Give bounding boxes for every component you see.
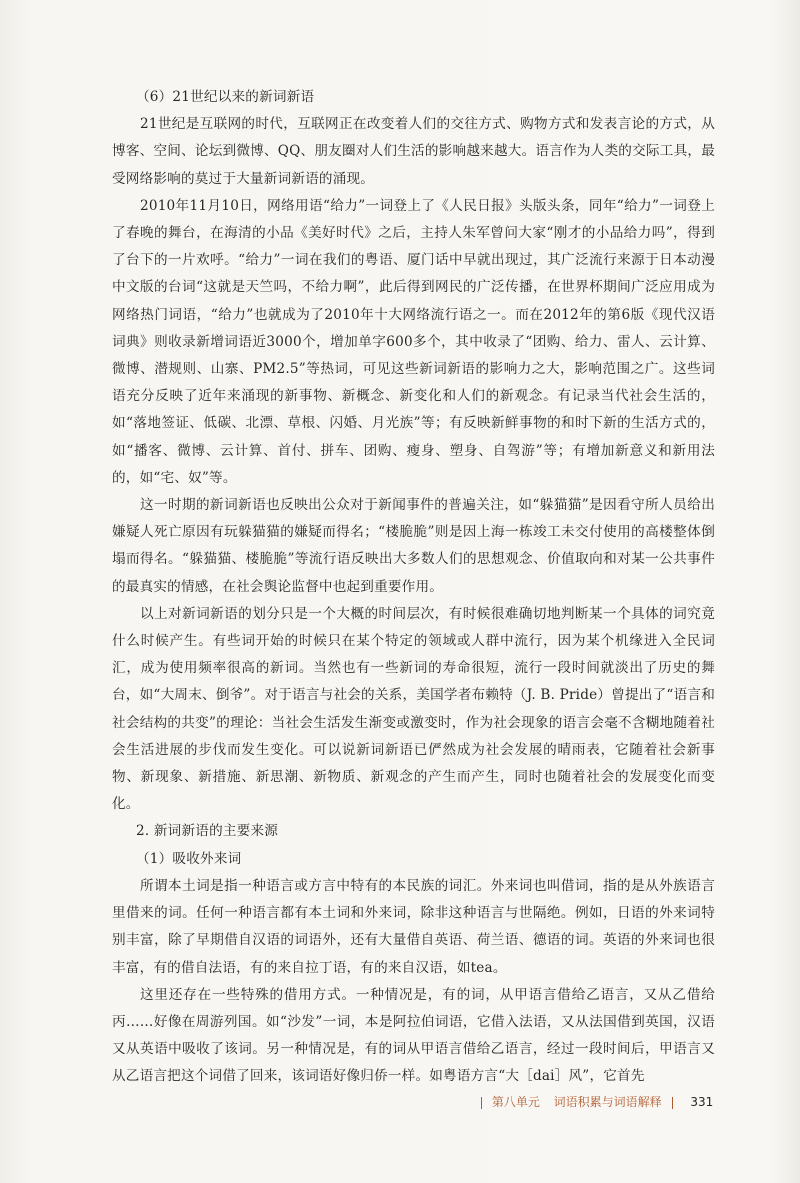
- footer-title: 词语积累与词语解释: [553, 1095, 662, 1109]
- subsection-heading-1: （1）吸收外来词: [136, 850, 242, 867]
- paragraph: 21世纪是互联网的时代，互联网正在改变着人们的交往方式、购物方式和发表言论的方式，从博客、空间、论坛到微博、QQ、朋友圈对人们生活的影响越来越大。语言作为人类的交际工具，最受网络影响的莫过于大量新词新语的涌现。: [112, 116, 715, 187]
- page-footer: [475, 1093, 715, 1113]
- paragraph: 2010年11月10日，网络用语“给力”一词登上了《人民日报》头版头条，同年“给力”一词登上了春晚的舞台，在海清的小品《美好时代》之后，主持人朱军曾问大家“刚才的小品给力吗”，得到了台下的一片欢呼。“给力”一词在我们的粤语、厦门话中早就出现过，其广泛流行来源于日本动漫中文版的台词“这就是天竺吗，不给力啊”，此后得到网民的广泛传播，在世界杯期间广泛应用成为网络热门词语，“给力”也就成为了2010年十大网络流行语之一。而在2012年的第6版《现代汉语词典》则收录新增词语近3000个，增加单字600多个，其中收录了“团购、给力、雷人、云计算、微博、潜规则、山寨、PM2.5”等热词，可见这些新词新语的影响力之大，影响范围之广。这些词语充分反映了近年来涌现的新事物、新概念、新变化和人们的新观念。有记录当代社会生活的，如“落地签证、低碳、北漂、草根、闪婚、月光族”等；有反映新鲜事物的和时下新的生活方式的，如“播客、微博、云计算、首付、拼车、团购、瘦身、塑身、自驾游”等；有增加新意义和新用法的，如“宅、奴”等。: [112, 197, 715, 486]
- divider: [481, 1097, 482, 1109]
- body-text: [112, 84, 715, 1091]
- page-number: 331: [690, 1095, 714, 1109]
- footer-unit: 第八单元: [491, 1095, 540, 1109]
- section-heading-2: 2. 新词新语的主要来源: [136, 823, 279, 840]
- paragraph: 这里还存在一些特殊的借用方式。一种情况是，有的词，从甲语言借给乙语言，又从乙借给丙……好像在周游列国。如“沙发”一词，本是阿拉伯词语，它借入法语，又从法国借到英国，汉语又从英语中吸收了该词。另一种情况是，有的词从甲语言借给乙语言，经过一段时间后，甲语言又从乙语言把这个词借了回来，该词语好像归侨一样。如粤语方言“大［dai］风”，它首先: [112, 986, 715, 1085]
- paragraph: 以上对新词新语的划分只是一个大概的时间层次，有时候很难确切地判断某一个具体的词究竟什么时候产生。有些词开始的时候只在某个特定的领域或人群中流行，因为某个机缘进入全民词汇，成为使用频率很高的新词。当然也有一些新词的寿命很短，流行一段时间就淡出了历史的舞台，如“大周末、倒爷”。对于语言与社会的关系，美国学者布赖特（J. B. Pride）曾提出了“语言和社会结构的共变”的理论：当社会生活发生渐变或激变时，作为社会现象的语言会毫不含糊地随着社会生活进展的步伐而发生变化。可以说新词新语已俨然成为社会发展的晴雨表，它随着社会新事物、新现象、新措施、新思潮、新物质、新观念的产生而产生，同时也随着社会的发展变化而变化。: [112, 605, 715, 813]
- divider: [672, 1097, 673, 1109]
- paragraph: 这一时期的新词新语也反映出公众对于新闻事件的普遍关注，如“躲猫猫”是因看守所人员给出嫌疑人死亡原因有玩躲猫猫的嫌疑而得名；“楼脆脆”则是因上海一栋竣工未交付使用的高楼整体倒塌而得名。“躲猫猫、楼脆脆”等流行语反映出大多数人们的思想观念、价值取向和对某一公共事件的最真实的情感，在社会舆论监督中也起到重要作用。: [112, 497, 715, 595]
- section-heading-6: （6）21世纪以来的新词新语: [136, 89, 315, 105]
- paragraph: 所谓本土词是指一种语言或方言中特有的本民族的词汇。外来词也叫借词，指的是从外族语言里借来的词。任何一种语言都有本土词和外来词，除非这种语言与世隔绝。例如，日语的外来词特别丰富，除了早期借自汉语的词语外，还有大量借自英语、荷兰语、德语的词。英语的外来词也很丰富，有的借自法语，有的来自拉丁语，有的来自汉语，如tea。: [112, 877, 715, 976]
